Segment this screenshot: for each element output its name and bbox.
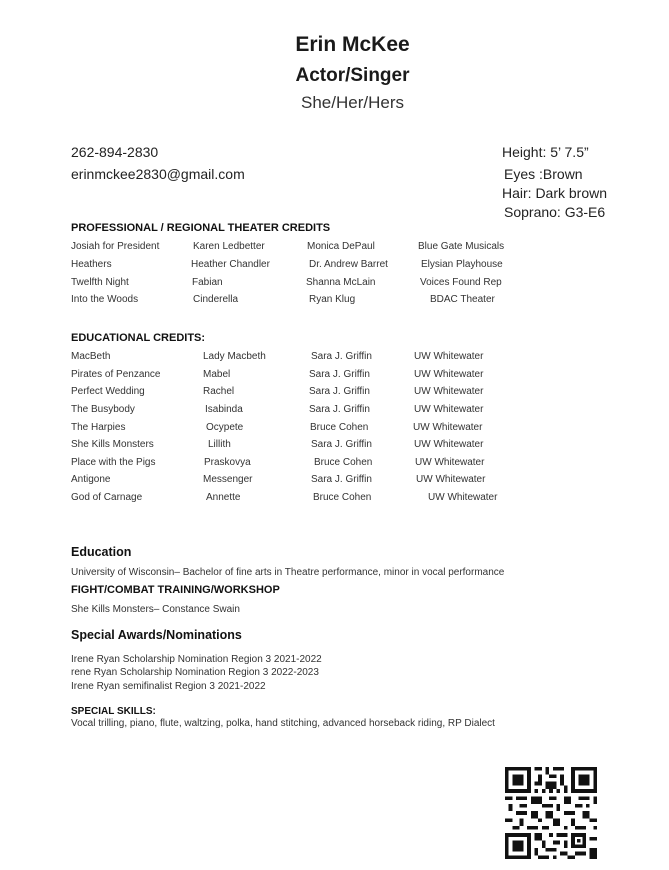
award-line: Irene Ryan Scholarship Nomination Region 3 2021-2022	[71, 654, 322, 665]
credit-director: Monica DePaul	[307, 241, 375, 252]
credit-company: UW Whitewater	[414, 404, 484, 415]
skills-text: Vocal trilling, piano, flute, waltzing, polka, hand stitching, advanced horseback riding, RP Dialect	[71, 718, 495, 729]
credit-company: UW Whitewater	[415, 457, 485, 468]
credit-role: Mabel	[203, 369, 231, 380]
credit-show: Antigone	[71, 474, 111, 485]
eyes-stat: Eyes :Brown	[504, 166, 583, 182]
credit-role: Praskovya	[204, 457, 251, 468]
credit-role: Ocypete	[206, 422, 244, 433]
credit-show: She Kills Monsters	[71, 439, 154, 450]
credit-company: Blue Gate Musicals	[418, 241, 505, 252]
awards-heading: Special Awards/Nominations	[71, 628, 242, 642]
award-line: rene Ryan Scholarship Nomination Region 3 2022-2023	[71, 667, 319, 678]
credit-show: Twelfth Night	[71, 277, 129, 288]
hair-stat: Hair: Dark brown	[502, 185, 608, 201]
credit-role: Messenger	[203, 474, 253, 485]
credit-role: Fabian	[192, 277, 223, 288]
skills-heading: SPECIAL SKILLS:	[71, 706, 156, 717]
credit-director: Bruce Cohen	[310, 422, 369, 433]
credit-role: Annette	[206, 492, 241, 503]
credit-role: Cinderella	[193, 294, 239, 305]
credit-show: The Busybody	[71, 404, 135, 415]
award-line: Irene Ryan semifinalist Region 3 2021-2022	[71, 681, 266, 692]
credit-director: Dr. Andrew Barret	[309, 259, 388, 270]
credit-director: Bruce Cohen	[313, 492, 372, 503]
credit-company: UW Whitewater	[416, 474, 486, 485]
credit-show: The Harpies	[71, 422, 126, 433]
email-address: erinmckee2830@gmail.com	[71, 166, 245, 182]
credit-director: Sara J. Griffin	[309, 369, 370, 380]
credit-show: Josiah for President	[71, 241, 160, 252]
credit-company: UW Whitewater	[414, 351, 484, 362]
fight-training-heading: FIGHT/COMBAT TRAINING/WORKSHOP	[71, 584, 280, 596]
credit-company: UW Whitewater	[414, 439, 484, 450]
credit-role: Karen Ledbetter	[193, 241, 265, 252]
credit-show: Place with the Pigs	[71, 457, 156, 468]
fight-training-text: She Kills Monsters– Constance Swain	[71, 604, 240, 615]
credit-company: Voices Found Rep	[420, 277, 502, 288]
credit-director: Shanna McLain	[306, 277, 376, 288]
credit-role: Isabinda	[205, 404, 243, 415]
credit-director: Sara J. Griffin	[311, 474, 372, 485]
credit-role: Lady Macbeth	[203, 351, 266, 362]
credit-show: MacBeth	[71, 351, 111, 362]
credit-director: Sara J. Griffin	[309, 404, 370, 415]
credit-company: UW Whitewater	[414, 369, 484, 380]
voice-stat: Soprano: G3-E6	[504, 204, 606, 220]
professional-credits-heading: PROFESSIONAL / REGIONAL THEATER CREDITS	[71, 222, 331, 234]
credit-show: Pirates of Penzance	[71, 369, 161, 380]
credit-show: Into the Woods	[71, 294, 139, 305]
credit-show: Perfect Wedding	[71, 386, 145, 397]
credit-role: Rachel	[203, 386, 235, 397]
credit-director: Ryan Klug	[309, 294, 356, 305]
education-heading: Education	[71, 545, 132, 559]
actor-role: Actor/Singer	[295, 65, 410, 86]
qr-code-icon[interactable]	[505, 767, 597, 859]
credit-director: Sara J. Griffin	[309, 386, 370, 397]
credit-director: Bruce Cohen	[314, 457, 373, 468]
credit-role: Lillith	[208, 439, 231, 450]
credit-show: God of Carnage	[71, 492, 143, 503]
credit-director: Sara J. Griffin	[311, 439, 372, 450]
credit-company: UW Whitewater	[413, 422, 483, 433]
education-text: University of Wisconsin– Bachelor of fine arts in Theatre performance, minor in vocal performance	[71, 567, 505, 578]
phone-number: 262-894-2830	[71, 144, 159, 160]
actor-pronouns: She/Her/Hers	[301, 93, 404, 112]
credit-show: Heathers	[71, 259, 112, 270]
credit-company: UW Whitewater	[428, 492, 498, 503]
credit-director: Sara J. Griffin	[311, 351, 372, 362]
actor-name: Erin McKee	[295, 33, 410, 56]
height-stat: Height: 5’ 7.5”	[502, 144, 589, 160]
credit-company: UW Whitewater	[414, 386, 484, 397]
educational-credits-heading: EDUCATIONAL CREDITS:	[71, 332, 206, 344]
credit-company: BDAC Theater	[430, 294, 495, 305]
credit-company: Elysian Playhouse	[421, 259, 503, 270]
credit-role: Heather Chandler	[191, 259, 270, 270]
